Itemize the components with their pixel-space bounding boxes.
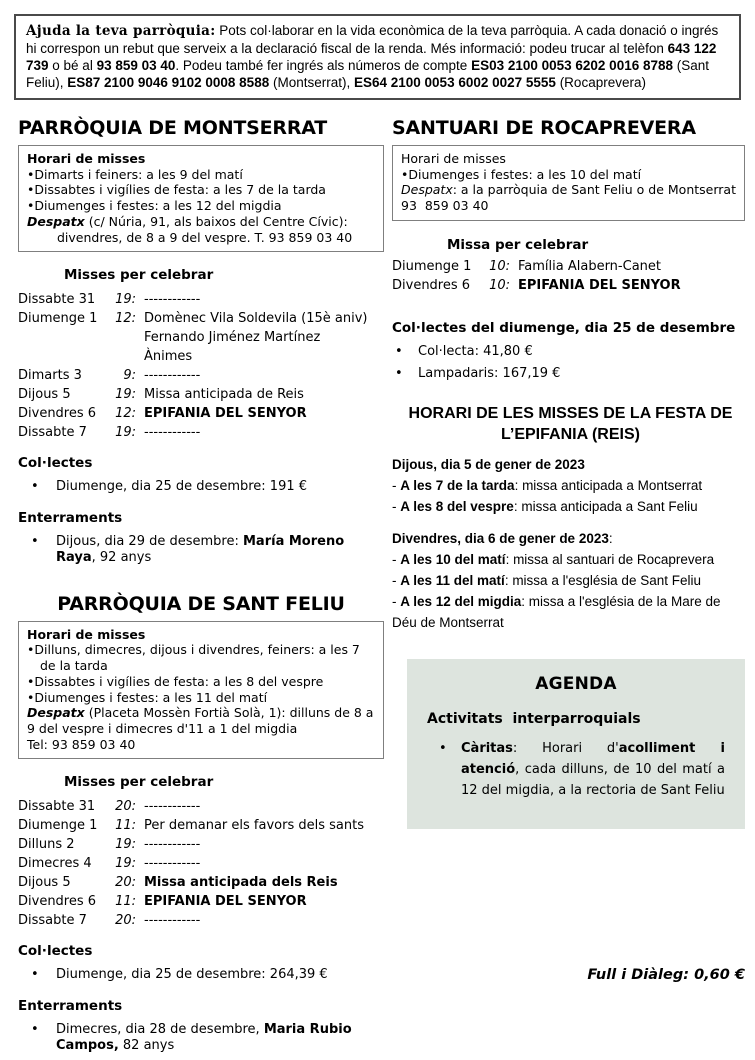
mass-row [18, 368, 384, 384]
santfeliu-mass-schedule-box [18, 621, 384, 760]
mass-intention: Família Alabern-Canet [518, 258, 661, 274]
mass-day: Dissabte 31 [18, 799, 96, 815]
mass-day: Dimarts 3 [18, 368, 82, 384]
rocaprevera-phone: 93 859 03 40 [401, 198, 489, 214]
mass-time: 11: [115, 818, 136, 834]
mass-time: 19: [115, 856, 136, 872]
montserrat-horari-item: • Dimarts i feiners: a les 9 del matí [27, 167, 375, 183]
montserrat-masses-heading: Misses per celebrar [64, 267, 214, 284]
santfeliu-horari-item: • Dilluns, dimecres, dijous i divendres, feiners: a les 7 de la tarda [27, 642, 375, 673]
rocaprevera-collections-heading: Col·lectes del diumenge, dia 25 de desembre [392, 319, 736, 336]
mass-row [392, 259, 745, 275]
rocaprevera-despatx-line: Despatx: a la parròquia de Sant Feliu o de Montserrat [401, 182, 736, 198]
epiphany-day1-title: Dijous, dia 5 de gener de 2023 [392, 456, 585, 472]
mass-day: Divendres 6 [392, 277, 471, 293]
epiphany-masses-heading: HORARI DE LES MISSES DE LA FESTA DE L’EPIFANIA (REIS) [408, 404, 733, 443]
agenda-box [407, 659, 745, 829]
montserrat-collections-heading: Col·lectes [18, 455, 93, 472]
santfeliu-horari-item: • Diumenges i festes: a les 11 del matí [27, 690, 375, 706]
mass-time: 19: [115, 837, 136, 853]
mass-row [392, 278, 745, 294]
mass-day: Dissabte 7 [18, 913, 87, 929]
mass-time: 9: [123, 368, 136, 384]
mass-intention: ------------ [144, 368, 201, 384]
mass-time: 20: [115, 913, 136, 929]
agenda-caritas-item: • Càritas: Horari d'acolliment i atenció, cada dilluns, de 10 del matí a 12 del migdia, a la rectoria de Sant Feliu [425, 738, 727, 801]
mass-row [18, 311, 384, 327]
mass-time: 20: [115, 875, 136, 891]
mass-time: 10: [489, 258, 510, 274]
mass-row [18, 406, 384, 422]
epiphany-day2-line: - A les 12 del migdia: missa a l'església de la Mare de Déu de Montserrat [392, 593, 721, 630]
mass-time: 11: [115, 894, 136, 910]
epiphany-day1-line: - A les 7 de la tarda: missa anticipada a Montserrat [392, 477, 703, 493]
mass-row [18, 818, 384, 834]
agenda-subtitle: Activitats interparroquials [427, 710, 641, 727]
mass-row [18, 856, 384, 872]
mass-day: Dilluns 2 [18, 837, 75, 853]
mass-row [18, 387, 384, 403]
mass-day: Divendres 6 [18, 894, 97, 910]
rocaprevera-horari-heading: Horari de misses [401, 151, 506, 166]
mass-intention: ------------ [144, 913, 201, 929]
epiphany-day2-title: Divendres, dia 6 de gener de 2023: [392, 530, 613, 546]
mass-intention-extra: Ànimes [144, 349, 193, 365]
bulletin-price: Full i Diàleg: 0,60 € [587, 966, 745, 983]
epiphany-day2-line: - A les 11 del matí: missa a l'església de Sant Feliu [392, 572, 701, 588]
rocaprevera-collection-item: • Col·lecta: 41,80 € [392, 344, 745, 361]
santfeliu-title: PARRÒQUIA DE SANT FELIU [57, 592, 345, 615]
mass-row [18, 837, 384, 853]
mass-row [18, 913, 384, 929]
montserrat-horari-heading: Horari de misses [27, 151, 146, 166]
mass-time: 19: [115, 387, 136, 403]
mass-intention: ------------ [144, 292, 201, 308]
mass-intention: ------------ [144, 856, 201, 872]
santfeliu-collections-heading: Col·lectes [18, 943, 93, 960]
santfeliu-horari-item: • Dissabtes i vigílies de festa: a les 8 del vespre [27, 674, 375, 690]
mass-row [18, 894, 384, 910]
montserrat-collection-item: • Diumenge, dia 25 de desembre: 191 € [18, 479, 384, 496]
mass-intention: ------------ [144, 799, 201, 815]
santfeliu-funerals-heading: Enterraments [18, 997, 123, 1014]
mass-day: Dijous 5 [18, 875, 71, 891]
mass-day: Diumenge 1 [18, 311, 98, 327]
mass-day: Divendres 6 [18, 406, 97, 422]
epiphany-day2-line: - A les 10 del matí: missa al santuari de Rocaprevera [392, 551, 715, 567]
rocaprevera-title: SANTUARI DE ROCAPREVERA [392, 117, 696, 139]
mass-intention: Missa anticipada de Reis [144, 387, 304, 403]
montserrat-funeral-item: • Dijous, dia 29 de desembre: María Moreno Raya, 92 anys [18, 534, 384, 567]
santfeliu-horari-heading: Horari de misses [27, 626, 146, 642]
left-column [18, 117, 384, 1060]
mass-intention: EPIFANIA DEL SENYOR [144, 406, 307, 422]
rocaprevera-horari-item: • Diumenges i festes: a les 10 del matí [401, 167, 736, 183]
mass-time: 12: [115, 406, 136, 422]
montserrat-title: PARRÒQUIA DE MONTSERRAT [18, 117, 328, 139]
mass-day: Dijous 5 [18, 387, 71, 403]
mass-day: Dissabte 7 [18, 425, 87, 441]
epiphany-day1-block [392, 454, 745, 517]
rocaprevera-mass-schedule-box [392, 145, 745, 221]
mass-intention: ------------ [144, 837, 201, 853]
mass-day: Diumenge 1 [18, 818, 98, 834]
montserrat-horari-item: • Diumenges i festes: a les 12 del migdia [27, 198, 375, 214]
santfeliu-despatx-line: Despatx (Placeta Mossèn Fortià Solà, 1): dilluns de 8 a 9 del vespre i dimecres d'11 a 1 del migdia [27, 705, 374, 736]
epiphany-day1-line: - A les 8 del vespre: missa anticipada a Sant Feliu [392, 498, 698, 514]
montserrat-mass-schedule-box [18, 145, 384, 252]
montserrat-horari-item: • Dissabtes i vigílies de festa: a les 7 de la tarda [27, 182, 375, 198]
mass-intention: Per demanar els favors dels sants [144, 818, 364, 834]
mass-row [18, 292, 384, 308]
mass-time: 10: [489, 277, 510, 293]
santfeliu-funeral-item: • Dimecres, dia 28 de desembre, Maria Rubio Campos, 82 anys [18, 1022, 384, 1055]
help-your-parish-notice: Ajuda la teva parròquia: Pots col·laborar en la vida econòmica de la teva parròquia. A cada donació o ingrés hi correspon un rebut que serveix a la declaració fiscal de la renda. Més informació: podeu trucar al telèfon 643 122 739 o bé al 93 859 03 40. Podeu també fer ingrés als números de compte ES03 2100 0053 6202 0016 8788 (Sant Feliu), ES87 2100 9046 9102 0008 8588 (Montserrat), ES64 2100 0053 6002 0027 5555 (Rocaprevera) [14, 14, 741, 100]
santfeliu-masses-heading: Misses per celebrar [64, 774, 214, 791]
mass-row [18, 875, 384, 891]
epiphany-day2-block [392, 528, 745, 633]
rocaprevera-collection-item: • Lampadaris: 167,19 € [392, 366, 745, 383]
mass-intention-extra: Fernando Jiménez Martínez [144, 330, 321, 346]
two-column-layout [18, 117, 745, 1060]
mass-time: 19: [115, 425, 136, 441]
mass-time: 12: [115, 311, 136, 327]
agenda-title: AGENDA [535, 673, 617, 694]
right-column [392, 117, 745, 1060]
mass-day: Dissabte 31 [18, 292, 96, 308]
mass-row [18, 425, 384, 441]
mass-intention: Domènec Vila Soldevila (15è aniv) [144, 311, 368, 327]
mass-row [18, 799, 384, 815]
mass-intention: Missa anticipada dels Reis [144, 875, 338, 891]
mass-time: 20: [115, 799, 136, 815]
santfeliu-collection-item: • Diumenge, dia 25 de desembre: 264,39 € [18, 967, 384, 984]
rocaprevera-masses-heading: Missa per celebrar [447, 236, 589, 253]
mass-intention: EPIFANIA DEL SENYOR [518, 277, 681, 293]
montserrat-funerals-heading: Enterraments [18, 509, 123, 526]
mass-intention: ------------ [144, 425, 201, 441]
mass-day: Diumenge 1 [392, 258, 472, 274]
santfeliu-phone: Tel: 93 859 03 40 [27, 736, 136, 752]
montserrat-despatx-line: Despatx (c/ Núria, 91, als baixos del Centre Cívic): [27, 213, 348, 229]
mass-time: 19: [115, 292, 136, 308]
mass-intention: EPIFANIA DEL SENYOR [144, 894, 307, 910]
montserrat-despatx-line2: divendres, de 8 a 9 del vespre. T. 93 859 03 40 [57, 229, 353, 245]
mass-day: Dimecres 4 [18, 856, 92, 872]
